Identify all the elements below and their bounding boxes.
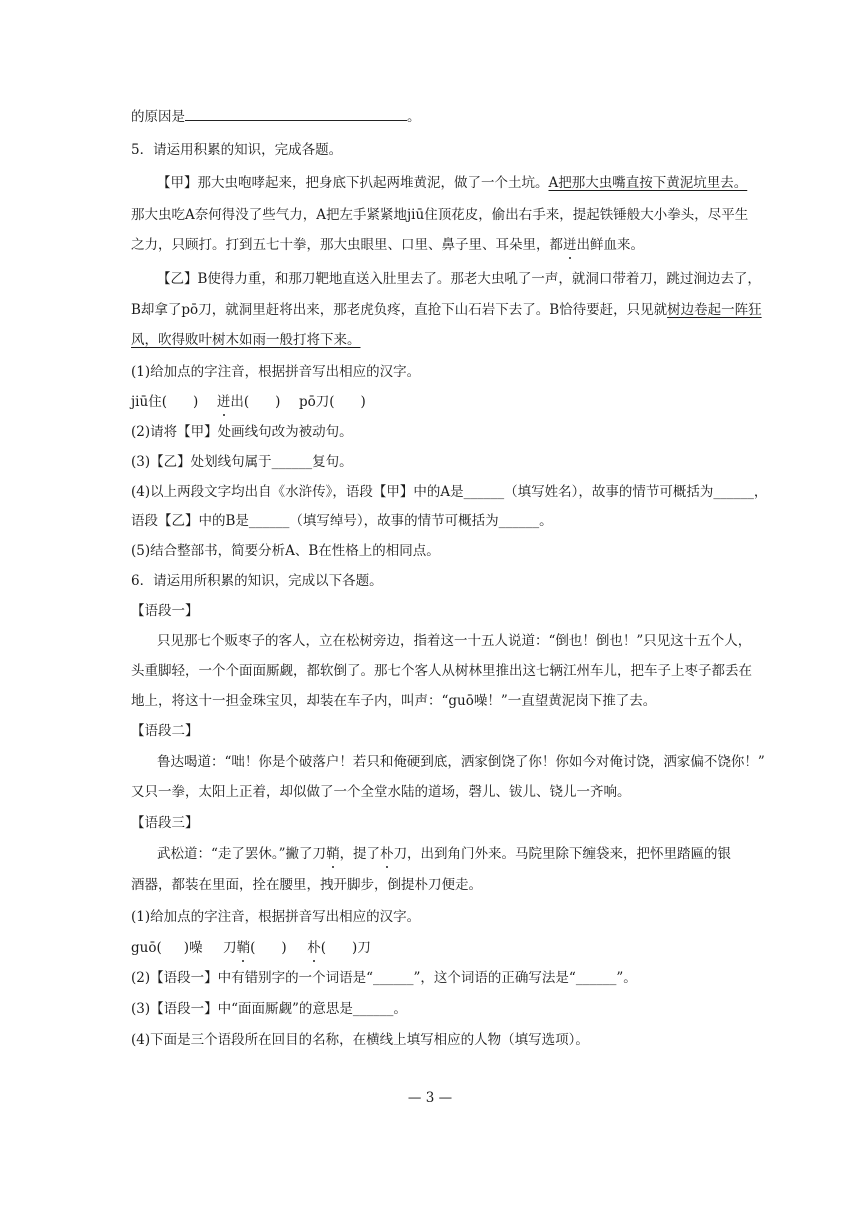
q6-p1-line-1: 只见那七个贩枣子的客人，立在松树旁边，指着这一十五人说道：“倒也！倒也！”只见这十五个人， — [157, 633, 752, 649]
dotted-char: 鞘 — [326, 846, 340, 862]
q6-sub1-items: guō( )噪 刀鞘( ) 朴( )刀 — [131, 940, 371, 956]
q4-answer-line: 的原因是 。 — [131, 109, 421, 125]
q6-p2-line-1: 鲁达喝道：“咄！你是个破落户！若只和俺硬到底，洒家倒饶了你！你如今对俺讨饶，洒家偏不饶你！” — [157, 754, 765, 770]
answer-blank[interactable] — [185, 108, 407, 121]
q5-jia-line-2: 那大虫吃A奈何得没了些气力，A把左手紧紧地jiū住顶花皮，偷出右手来，提起铁锤般大小拳头，尽平生 — [131, 207, 749, 223]
q6-heading-2: 【语段二】 — [131, 723, 199, 739]
q6-sub4: (4)下面是三个语段所在回目的名称，在横线上填写相应的人物（填写选项）。 — [131, 1032, 589, 1048]
dotted-char: 迸 — [216, 394, 231, 410]
q5-yi-line-3 — [131, 331, 361, 349]
yi-underlined-sentence-cont: 风，吹得败叶树木如雨一般打将下来。 — [131, 332, 361, 348]
q5-sub4-line-1: (4)以上两段文字均出自《水浒传》，语段【甲】中的A是______（填写姓名），故事的情节可概括为______， — [131, 484, 768, 500]
q6-intro: 6．请运用所积累的知识，完成以下各题。 — [131, 573, 383, 589]
q6-sub1: (1)给加点的字注音，根据拼音写出相应的汉字。 — [131, 909, 421, 925]
dotted-char: 鞘 — [236, 940, 251, 956]
q6-p3-line-2: 酒器，都装在里面，拴在腰里，拽开脚步，倒提朴刀便走。 — [131, 877, 482, 893]
q5-sub3: (3)【乙】处划线句属于______复句。 — [131, 454, 353, 470]
q6-heading-3: 【语段三】 — [131, 815, 199, 831]
page-number: — 3 — — [407, 1090, 453, 1106]
q5-sub1: (1)给加点的字注音，根据拼音写出相应的汉字。 — [131, 364, 421, 380]
q5-jia-line-3: 之力，只顾打。打到五七十拳，那大虫眼里、口里、鼻子里、耳朵里，都迸出鲜血来。 — [131, 237, 644, 253]
yi-underlined-sentence: 树边卷起一阵狂 — [667, 302, 762, 318]
q6-heading-1: 【语段一】 — [131, 603, 199, 619]
dotted-char: 朴 — [307, 940, 321, 956]
dotted-char: 迸 — [563, 237, 577, 253]
q6-p1-line-3: 地上，将这十一担金珠宝贝，却装在车子内，叫声：“guō噪！”一直望黄泥岗下推了去。 — [131, 693, 657, 709]
q5-yi-line-2: B却拿了pō刀，就洞里赶将出来，那老虎负疼，直抢下山石岩下去了。B恰待要赶，只见就树边卷起一阵狂 — [131, 302, 762, 318]
q5-sub5: (5)结合整部书，简要分析A、B在性格上的相同点。 — [131, 543, 440, 559]
q5-yi-line-1: 【乙】B使得力重，和那刀靶地直送入肚里去了。那老大虫吼了一声，就洞口带着刀，跳过涧边去了， — [157, 271, 761, 287]
jia-underlined-sentence: A把那大虫嘴直按下黄泥坑里去。 — [548, 175, 748, 191]
q6-p1-line-2: 头重脚轻，一个个面面厮觑，都软倒了。那七个客人从树林里推出这七辆江州车儿，把车子上枣子都丢在 — [131, 663, 752, 679]
q6-p2-line-2: 又只一拳，太阳上正着，却似做了一个全堂水陆的道场，磬儿、钹儿、铙儿一齐响。 — [131, 784, 631, 800]
q5-intro: 5．请运用积累的知识，完成各题。 — [131, 142, 343, 158]
q6-p3-line-1: 武松道：“走了罢休。”撇了刀鞘，提了朴刀，出到角门外来。马院里除下缠袋来，把怀里踏匾的银 — [157, 846, 732, 862]
q5-sub1-items: jiū住( ) 迸出( ) pō刀( ) — [131, 394, 366, 410]
q5-sub2: (2)请将【甲】处画线句改为被动句。 — [131, 424, 353, 440]
q5-sub4-line-2: 语段【乙】中的B是______（填写绰号），故事的情节可概括为______。 — [131, 513, 553, 529]
q6-sub2: (2)【语段一】中有错别字的一个词语是“______”，这个词语的正确写法是“______”。 — [131, 970, 637, 986]
dotted-char: 朴 — [380, 846, 394, 862]
q6-sub3: (3)【语段一】中“面面厮觑”的意思是______。 — [131, 1001, 407, 1017]
q5-jia-line-1: 【甲】那大虫咆哮起来，把身底下扒起两堆黄泥，做了一个土坑。A把那大虫嘴直按下黄泥坑里去。 — [157, 175, 748, 191]
